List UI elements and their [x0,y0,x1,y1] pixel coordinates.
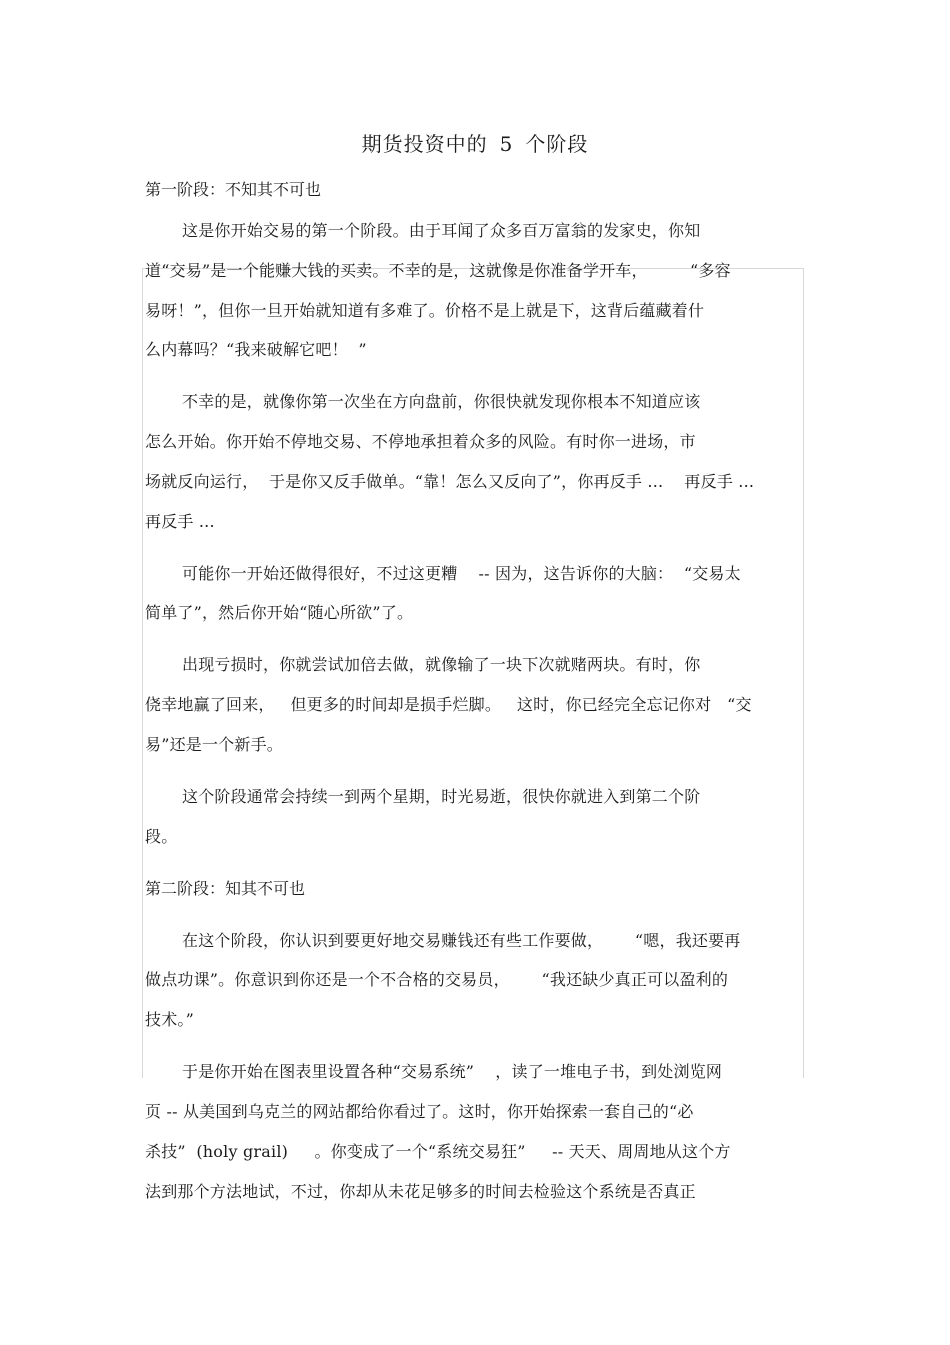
paragraph-line: 场就反向运行， 于是你又反手做单。“靠！怎么又反向了”，你再反手 ... 再反手 ... [145,472,755,491]
paragraph-line: 杀技” (holy grail) 。你变成了一个“系统交易狂” -- 天天、周周地从这个方 [145,1142,731,1161]
title-suffix: 个阶段 [525,132,589,156]
frame-left-border [142,268,143,1078]
paragraph-line: 在这个阶段，你认识到要更好地交易赚钱还有些工作要做， “嗯，我还要再 [182,931,741,950]
paragraph-line: 法到那个方法地试，不过，你却从未花足够多的时间去检验这个系统是否真正 [145,1182,696,1201]
page-title [0,128,950,157]
paragraph-line: 不幸的是，就像你第一次坐在方向盘前，你很快就发现你根本不知道应该 [182,392,701,411]
paragraph-line: 侥幸地赢了回来， 但更多的时间却是损手烂脚。 这时，你已经完全忘记你对 “交 [145,695,752,714]
paragraph-line: 这是你开始交易的第一个阶段。由于耳闻了众多百万富翁的发家史，你知 [182,221,701,240]
title-number: 5 [499,132,514,156]
stage1-heading: 第一阶段：不知其不可也 [145,180,322,199]
paragraph-line: 道“交易”是一个能赚大钱的买卖。不幸的是，这就像是你准备学开车， “多容 [145,261,731,280]
paragraph-line: 出现亏损时，你就尝试加倍去做，就像输了一块下次就赌两块。有时，你 [182,655,701,674]
paragraph-line: 于是你开始在图表里设置各种“交易系统” ，读了一堆电子书，到处浏览网 [182,1062,723,1081]
paragraph-line: 易呀！”，但你一旦开始就知道有多难了。价格不是上就是下，这背后蕴藏着什 [145,301,705,320]
paragraph-line: 么内幕吗？“我来破解它吧！ ” [145,340,367,359]
paragraph-line: 简单了”，然后你开始“随心所欲”了。 [145,603,414,622]
paragraph-line: 技术。” [145,1010,194,1029]
stage2-heading: 第二阶段：知其不可也 [145,879,306,898]
frame-right-border [803,268,804,1078]
paragraph-line: 再反手 ... [145,512,215,531]
paragraph-line: 易”还是一个新手。 [145,735,283,754]
paragraph-line: 这个阶段通常会持续一到两个星期，时光易逝，很快你就进入到第二个阶 [182,787,701,806]
paragraph-line: 做点功课”。你意识到你还是一个不合格的交易员， “我还缺少真正可以盈利的 [145,970,729,989]
paragraph-line: 怎么开始。你开始不停地交易、不停地承担着众多的风险。有时你一进场，市 [145,432,696,451]
paragraph-line: 段。 [145,827,178,846]
paragraph-line: 页 -- 从美国到乌克兰的网站都给你看过了。这时，你开始探索一套自己的“必 [145,1102,694,1121]
paragraph-line: 可能你一开始还做得很好，不过这更糟 -- 因为，这告诉你的大脑： “交易太 [182,564,741,583]
title-prefix: 期货投资中的 [361,132,488,156]
